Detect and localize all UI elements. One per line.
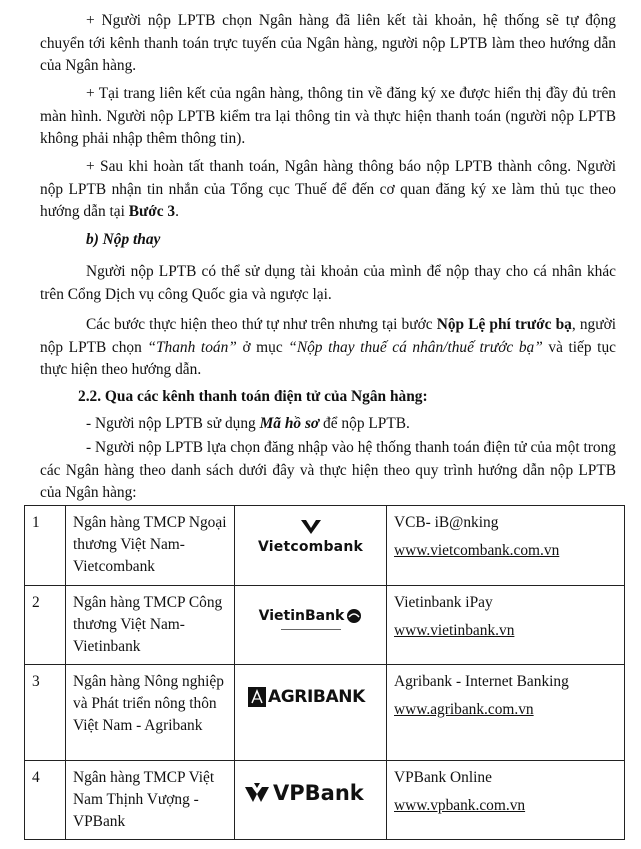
paragraph-login-bank: - Người nộp LPTB lựa chọn đăng nhập vào hệ thống thanh toán điện tử của một trong các Ngân hàng theo danh sách dưới đây và thực hiện theo quy trình hướng dẫn nộp LPTB của Ngân hàng: bbox=[40, 439, 616, 501]
bank-number: 4 bbox=[25, 761, 66, 840]
bank-name: Ngân hàng TMCP Việt Nam Thịnh Vượng - VPBank bbox=[66, 761, 235, 840]
bank-url-link[interactable]: www.vietinbank.vn bbox=[394, 622, 515, 639]
paragraph-nop-thay: Người nộp LPTB có thể sử dụng tài khoản của mình để nộp thay cho cá nhân khác trên Cổng Dịch vụ công Quốc gia và ngược lại. bbox=[40, 263, 616, 303]
heading-2-2: 2.2. Qua các kênh thanh toán điện tử của Ngân hàng: bbox=[78, 388, 428, 405]
bank-table bbox=[24, 505, 625, 840]
table-row bbox=[25, 665, 625, 761]
heading-nop-thay: b) Nộp thay bbox=[86, 231, 161, 248]
bank-service-cell bbox=[387, 586, 625, 665]
paragraph-steps: Các bước thực hiện theo thứ tự như trên nhưng tại bước Nộp Lệ phí trước bạ, người nộp LPTB chọn “Thanh toán” ở mục “Nộp thay thuế cá nhân/thuế trước bạ” và tiếp tục thực hiện theo hướng dẫn. bbox=[40, 316, 616, 378]
bank-service: Agribank - Internet Banking bbox=[394, 673, 569, 690]
bank-number: 1 bbox=[25, 506, 66, 586]
bank-name: Ngân hàng Nông nghiệp và Phát triển nông thôn Việt Nam - Agribank bbox=[66, 665, 235, 761]
bank-name: Ngân hàng TMCP Công thương Việt Nam-Vietinbank bbox=[66, 586, 235, 665]
table-row bbox=[25, 586, 625, 665]
vietinbank-logo bbox=[235, 586, 387, 665]
vpbank-logo bbox=[235, 761, 387, 840]
bank-number: 2 bbox=[25, 586, 66, 665]
vietinbank-tagline-icon bbox=[281, 627, 341, 632]
paragraph-payment-complete: + Sau khi hoàn tất thanh toán, Ngân hàng thông báo nộp LPTB thành công. Người nộp LPTB nhận tin nhắn của Tổng cục Thuế để đến cơ quan đăng ký xe làm thủ tục theo hướng dẫn tại Bước 3. bbox=[40, 158, 616, 220]
bank-service-cell bbox=[387, 506, 625, 586]
bank-service-cell bbox=[387, 665, 625, 761]
vietcombank-wordmark: Vietcombank bbox=[257, 539, 364, 555]
table-row bbox=[25, 761, 625, 840]
agribank-mark-icon bbox=[248, 687, 266, 707]
vietcombank-logo bbox=[235, 506, 387, 586]
bank-name: Ngân hàng TMCP Ngoại thương Việt Nam-Vietcombank bbox=[66, 506, 235, 586]
bank-service: VPBank Online bbox=[394, 769, 492, 786]
agribank-logo bbox=[235, 665, 387, 761]
paragraph-linked-bank: + Người nộp LPTB chọn Ngân hàng đã liên kết tài khoản, hệ thống sẽ tự động chuyển tới kênh thanh toán trực tuyến của Ngân hàng, người nộp LPTB làm theo hướng dẫn của Ngân hàng. bbox=[40, 12, 616, 74]
bank-url-link[interactable]: www.vpbank.com.vn bbox=[394, 797, 526, 814]
paragraph-bank-link-page: + Tại trang liên kết của ngân hàng, thông tin về đăng ký xe được hiển thị đầy đủ trên màn hình. Người nộp LPTB kiểm tra lại thông tin và thực hiện thanh toán (người nộp LPTB không phải nhập thêm thông tin). bbox=[40, 85, 616, 147]
bank-number: 3 bbox=[25, 665, 66, 761]
vpbank-mark-icon bbox=[244, 782, 270, 804]
vpbank-wordmark: VPBank bbox=[273, 781, 364, 805]
table-row bbox=[25, 506, 625, 586]
vietcombank-mark-icon bbox=[299, 518, 323, 536]
step-3-reference: Bước 3 bbox=[128, 203, 176, 220]
bank-service-cell bbox=[387, 761, 625, 840]
vietinbank-wordmark: VietinBank bbox=[258, 607, 345, 624]
bank-url-link[interactable]: www.agribank.com.vn bbox=[394, 701, 534, 718]
bank-service: Vietinbank iPay bbox=[394, 594, 493, 611]
bank-url-link[interactable]: www.vietcombank.com.vn bbox=[394, 542, 560, 559]
bank-service: VCB- iB@nking bbox=[394, 514, 499, 531]
agribank-wordmark: AGRIBANK bbox=[268, 687, 365, 707]
paragraph-ma-ho-so: - Người nộp LPTB sử dụng Mã hồ sơ để nộp LPTB. bbox=[86, 415, 410, 432]
vietinbank-mark-icon bbox=[346, 608, 362, 624]
